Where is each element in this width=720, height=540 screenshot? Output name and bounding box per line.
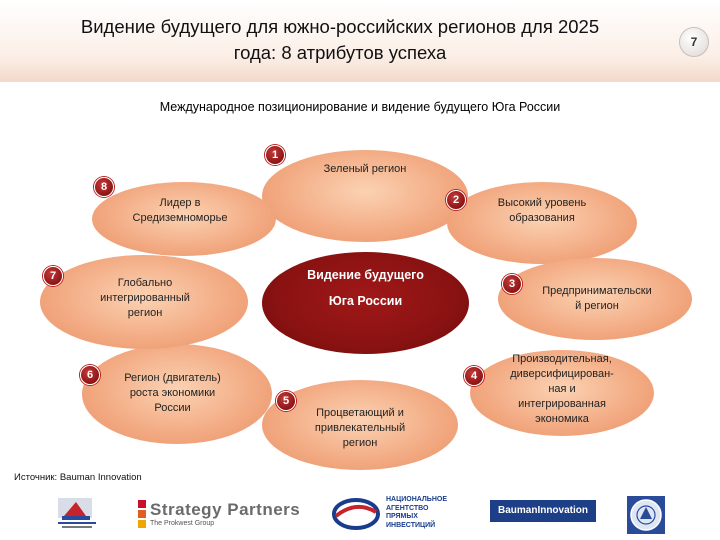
attribute-4-line: диверсифицирован-: [510, 368, 614, 380]
slide-title-line1: Видение будущего для южно-российских регионов для 2025: [80, 16, 600, 37]
logo-agency: [330, 494, 470, 534]
attribute-4-line: экономика: [535, 413, 589, 425]
logo-strategy-partners: [138, 498, 306, 532]
slide-title-line2: года: 8 атрибутов успеха: [233, 42, 447, 63]
attribute-5-label: [285, 406, 435, 451]
attribute-1-badge: 1: [265, 145, 285, 165]
attribute-3-badge: 3: [502, 274, 522, 294]
attribute-2-line: Высокий уровень: [497, 197, 587, 209]
attribute-3-line: й регион: [575, 300, 619, 312]
attribute-2-line: образования: [509, 212, 575, 224]
strategy-partners-name: Strategy Partners: [150, 500, 301, 519]
attribute-4-line: Производительная,: [512, 353, 612, 365]
attribute-5-line: Процветающий и: [316, 407, 404, 419]
attribute-1-label: [290, 162, 440, 177]
attribute-6-line: России: [154, 402, 191, 414]
center-vision-line2: Юга России: [328, 294, 403, 308]
attribute-6-label: [100, 371, 245, 416]
attribute-7-badge: 7: [43, 266, 63, 286]
diagram-subtitle: Международное позиционирование и видение будущего Юга России: [159, 100, 561, 114]
attribute-8-line: Средиземноморье: [132, 212, 228, 224]
attribute-4-line: интегрированная: [518, 398, 606, 410]
attribute-7-line: Глобально: [117, 277, 173, 289]
attribute-6-badge: 6: [80, 365, 100, 385]
attribute-5-badge: 5: [276, 391, 296, 411]
agency-name-line: АГЕНТСТВО: [386, 504, 429, 512]
page-number: 7: [679, 27, 709, 57]
logo-bauman-innovation: [490, 500, 596, 522]
logo-seal: [626, 495, 666, 535]
attribute-6-line: Регион (двигатель): [124, 372, 221, 384]
agency-name-line: ИНВЕСТИЦИЙ: [386, 521, 436, 529]
attribute-8-label: [105, 196, 255, 226]
agency-name: [386, 496, 447, 530]
attribute-6-line: роста экономики: [129, 387, 216, 399]
slide-title: [40, 14, 640, 66]
attribute-5-line: регион: [342, 437, 378, 449]
attribute-3-label: [522, 284, 672, 314]
attribute-4-label: [484, 352, 640, 427]
attribute-3-line: Предпринимательски: [542, 285, 652, 297]
ministry-logo-icon: [54, 496, 100, 530]
center-vision-line1: Видение будущего: [307, 268, 424, 282]
attribute-2-label: [472, 196, 612, 226]
attribute-4-badge: 4: [464, 366, 484, 386]
seal-logo-icon: [626, 495, 666, 535]
attribute-5-line: привлекательный: [314, 422, 406, 434]
attribute-8-badge: 8: [94, 177, 114, 197]
attribute-2-badge: 2: [446, 190, 466, 210]
agency-logo-icon: [330, 494, 382, 534]
attribute-1-line: Зеленый регион: [323, 163, 407, 175]
source-note: Источник: Bauman Innovation: [14, 472, 142, 483]
agency-name-line: НАЦИОНАЛЬНОЕ: [386, 496, 448, 503]
logo-ministry: [54, 496, 100, 530]
attribute-8-line: Лидер в: [159, 197, 201, 209]
attribute-7-label: [70, 276, 220, 321]
attribute-7-line: регион: [127, 307, 163, 319]
attribute-4-line: ная и: [548, 383, 576, 395]
strategy-partners-sub: The Prokwest Group: [150, 520, 215, 527]
agency-name-line: ПРЯМЫХ: [386, 513, 418, 520]
bauman-innovation-name: BaumanInnovation: [497, 505, 588, 516]
attribute-7-line: интегрированный: [100, 292, 190, 304]
